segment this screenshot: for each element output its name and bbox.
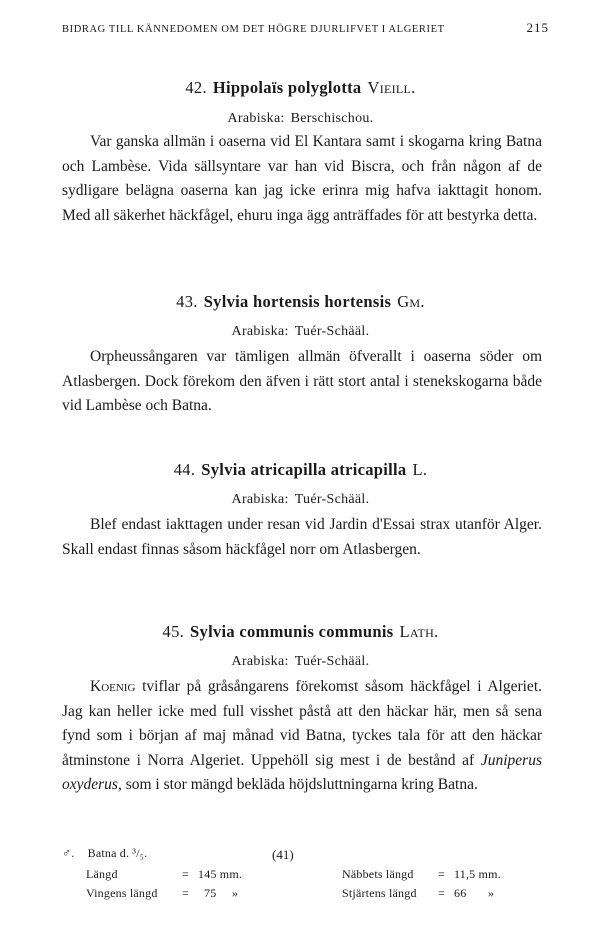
- male-symbol: ♂.: [62, 846, 75, 860]
- measure-label: Näbbets längd: [342, 867, 414, 881]
- entry-number: 45.: [162, 622, 185, 641]
- arabic-name: Tuér-Schääl.: [294, 492, 370, 507]
- measure-row: [86, 886, 239, 901]
- measure-eq: =: [182, 886, 189, 900]
- entry-45-title: [0, 622, 601, 642]
- measure-value: 145 mm.: [198, 867, 243, 881]
- running-head: [62, 20, 549, 36]
- species-author: Lath.: [399, 622, 439, 641]
- running-title: BIDRAG TILL KÄNNEDOMEN OM DET HÖGRE DJURLIFVET I ALGERIET: [62, 24, 445, 35]
- entry-number: 43.: [176, 292, 198, 311]
- arabic-label: Arabiska:: [231, 324, 289, 339]
- measure-label: Vingens längd: [86, 886, 158, 900]
- cited-author: Koenig: [90, 678, 136, 695]
- species-author: Gm.: [397, 292, 425, 311]
- entry-42-title: [0, 78, 601, 98]
- text-part-2: som i stor mängd bekläda höjdsluttningarna kring Batna.: [125, 776, 478, 793]
- entry-number: 44.: [173, 460, 196, 479]
- measure-label: Stjärtens längd: [342, 886, 417, 900]
- species-author: L.: [412, 460, 428, 479]
- entry-45-arabic: [0, 654, 601, 670]
- arabic-label: Arabiska:: [231, 492, 289, 507]
- arabic-name: Berschischou.: [290, 111, 374, 126]
- species-name: Hippolaïs polyglotta: [212, 78, 362, 97]
- measure-row: [86, 867, 243, 882]
- measure-value: 11,5 mm.: [454, 867, 501, 881]
- latin-plant-name: Juniperus oxyderus,: [62, 751, 542, 793]
- arabic-name: Tuér-Schääl.: [294, 654, 370, 669]
- entry-42-text: Var ganska allmän i oaserna vid El Kantara samt i skogarna kring Batna och Lambèse. Vida sällsyntare var han vid Biscra, och från någon af de sydligare belägna oaserna kan jag icke erinra mig hafva iakttagit honom. Med all säkerhet häckfågel, ehuru inga ägg anträffades för att bestyrka detta.: [62, 133, 542, 224]
- entry-43-text: Orpheussångaren var tämligen allmän öfverallt i oaserna söder om Atlasbergen. Dock förekom den äfven i rätt stort antal i stenekskogarna både vid Lambèse och Batna.: [62, 348, 542, 414]
- measure-value: 75: [204, 886, 217, 900]
- measure-row: [342, 886, 495, 901]
- entry-43-title: [0, 292, 601, 312]
- entry-number: 42.: [185, 78, 207, 97]
- species-author: Vieill.: [367, 78, 416, 97]
- entry-45-text: [62, 675, 542, 798]
- measure-eq: =: [438, 867, 445, 881]
- arabic-name: Tuér-Schääl.: [294, 324, 370, 339]
- entry-44-title: [0, 460, 601, 480]
- entry-44-text: Blef endast iakttagen under resan vid Jardin d'Essai strax utanför Alger. Skall endast finnas såsom häckfågel norr om Atlasbergen.: [62, 516, 542, 558]
- species-name: Sylvia communis communis: [190, 622, 394, 641]
- entry-44-arabic: [0, 492, 601, 508]
- page-number: 215: [526, 20, 549, 35]
- sheet-number: (41): [272, 847, 294, 862]
- ditto-mark: »: [488, 886, 495, 900]
- arabic-label: Arabiska:: [231, 654, 289, 669]
- entry-43-arabic: [0, 324, 601, 340]
- measure-eq: =: [182, 867, 189, 881]
- measure-row: [342, 867, 501, 882]
- measure-label: Längd: [86, 867, 118, 881]
- ditto-mark: »: [232, 886, 239, 900]
- measure-value: 66: [454, 886, 467, 900]
- measure-eq: =: [438, 886, 445, 900]
- species-name: Sylvia atricapilla atricapilla: [201, 460, 407, 479]
- species-name: Sylvia hortensis hortensis: [203, 292, 392, 311]
- specimen-header: [62, 846, 147, 861]
- arabic-label: Arabiska:: [227, 111, 285, 126]
- text-part-1: tviflar på gråsångarens förekomst såsom häckfågel i Algeriet. Jag kan heller icke med full visshet påstå att den häckar här, men så sena fynd som i början af maj månad vid Batna, tyckes tala för att den häckar åtminstone i Norra Algeriet. Uppehöll sig mest i de bestånd af: [62, 678, 542, 769]
- entry-42-arabic: [0, 111, 601, 127]
- specimen-locality: Batna d. ³/₅.: [87, 846, 148, 860]
